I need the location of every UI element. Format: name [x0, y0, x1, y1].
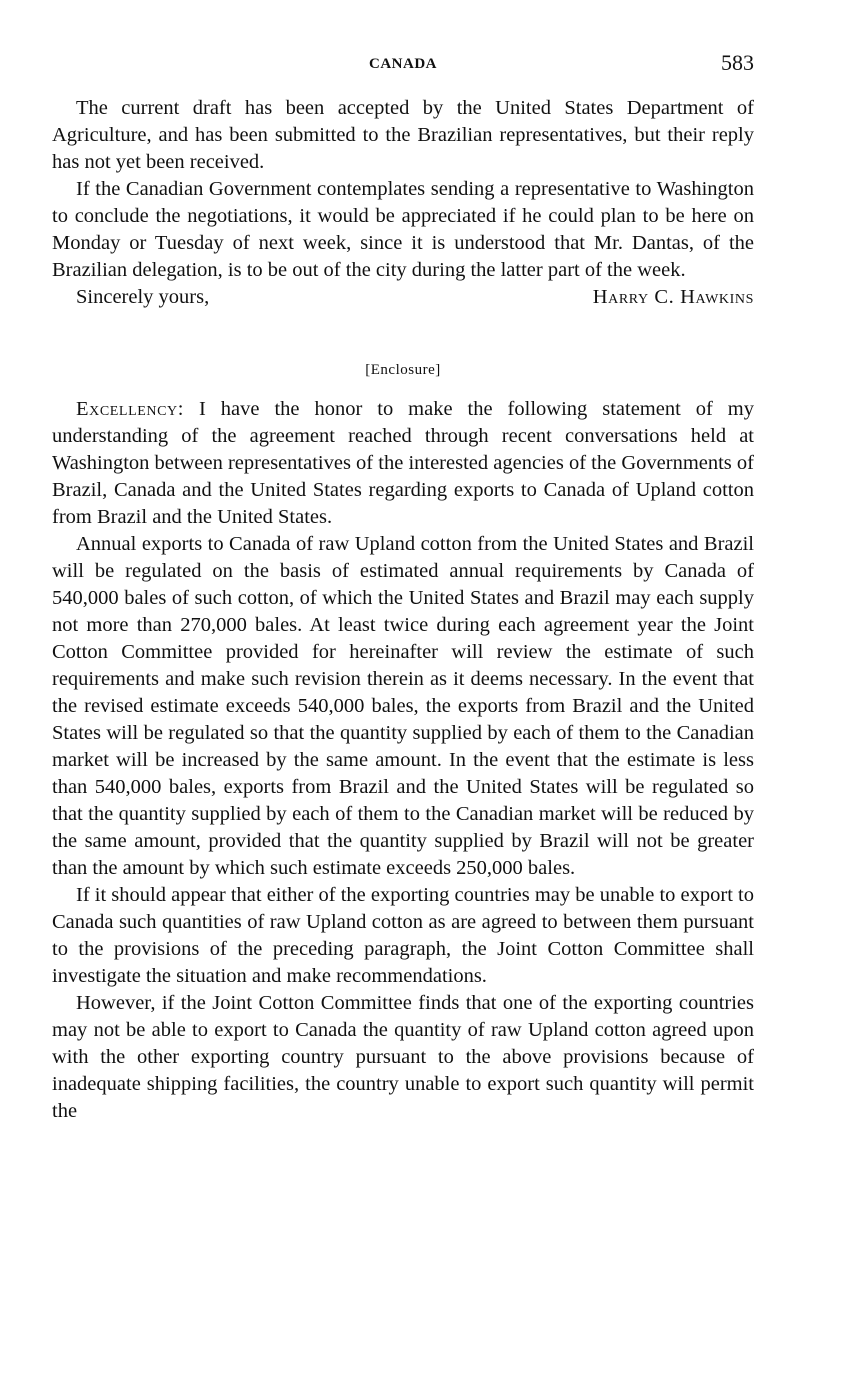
running-title: CANADA — [369, 56, 437, 72]
closing: Sincerely yours, — [76, 286, 210, 308]
page-number: 583 — [721, 50, 754, 75]
page-header — [52, 50, 754, 80]
enclosure-label: [Enclosure] — [365, 362, 441, 378]
enclosure-paragraph — [52, 396, 754, 531]
letter-closing-line — [52, 284, 754, 311]
letter-paragraph: If the Canadian Government contemplates sending a representative to Washington to conclude the negotiations, it would be appreciated if he could plan to be here on Monday or Tuesday of next week, since it is understood that Mr. Dantas, of the Brazilian delegation, is to be out of the city during the latter part of the week. — [52, 178, 754, 281]
page-body — [52, 95, 754, 1125]
enclosure-first-paragraph-text: I have the honor to make the following statement of my understanding of the agreement reached through recent conversations held at Washington between representatives of the interested agencies of the Governments of Brazil, Canada and the United States regarding exports to Canada of Upland cotton from Brazil and the United States. — [52, 398, 755, 528]
enclosure-paragraph: If it should appear that either of the exporting countries may be unable to export to Canada such quantities of raw Upland cotton as are agreed to between them pursuant to the provisions of the preceding paragraph, the Joint Cotton Committee shall investigate the situation and make recommendations. — [52, 884, 755, 987]
letter-paragraph: The current draft has been accepted by the United States Department of Agriculture, and has been submitted to the Brazilian representatives, but their reply has not yet been received. — [52, 97, 754, 173]
salutation: Excellency: — [76, 398, 185, 420]
enclosure-paragraph: Annual exports to Canada of raw Upland cotton from the United States and Brazil will be regulated on the basis of estimated annual requirements by Canada of 540,000 bales of such cotton, of which the United States and Brazil may each supply not more than 270,000 bales. At least twice during each agreement year the Joint Cotton Committee provided for hereinafter will review the estimate of such requirements and make such revision therein as it deems necessary. In the event that the revised estimate exceeds 540,000 bales, the exports from Brazil and the United States will be regulated so that the quantity supplied by each of them to the Canadian market will be increased by the same amount. In the event that the estimate is less than 540,000 bales, exports from Brazil and the United States will be regulated so that the quantity supplied by each of them to the Canadian market will be reduced by the same amount, provided that the quantity supplied by Brazil will not be greater than the amount by which such estimate exceeds 250,000 bales. — [52, 533, 754, 879]
enclosure-paragraph: However, if the Joint Cotton Committee finds that one of the exporting countries may not be able to export to Canada the quantity of raw Upland cotton agreed upon with the other exporting country pursuant to the above provisions because of inadequate shipping facilities, the country unable to export such quantity will permit the — [52, 992, 754, 1122]
signature: Harry C. Hawkins — [592, 286, 754, 308]
